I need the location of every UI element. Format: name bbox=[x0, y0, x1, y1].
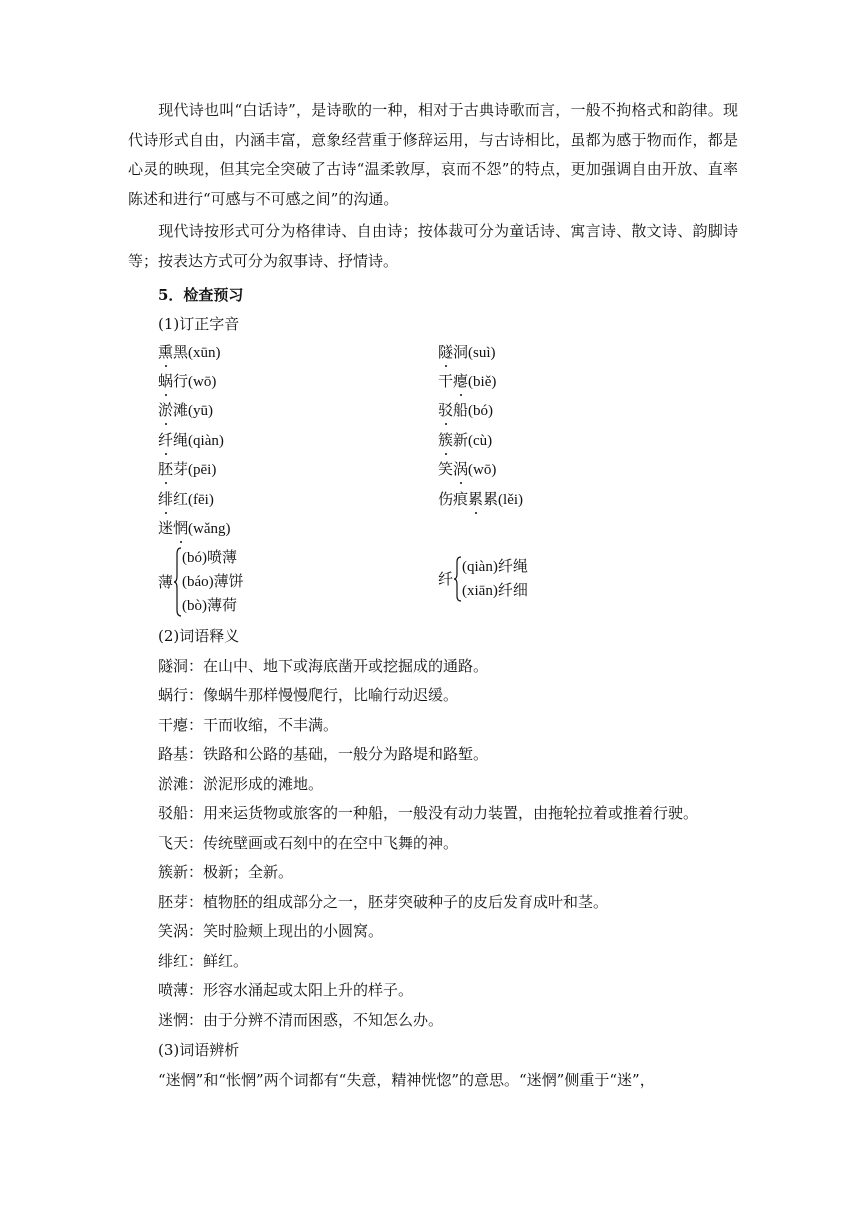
pronunciation-item: 笑涡(wō) bbox=[438, 457, 496, 481]
pronunciation-item: 淤滩(yū) bbox=[158, 398, 213, 422]
section-5-heading: 5．检查预习 bbox=[158, 286, 244, 304]
polyphone-group-bao bbox=[158, 546, 298, 618]
pronunciation-item: 驳船(bó) bbox=[438, 398, 493, 422]
intro-paragraph-2: 现代诗按形式可分为格律诗、自由诗；按体裁可分为童话诗、寓言诗、散文诗、韵脚诗等；按表达方式可分为叙事诗、抒情诗。 bbox=[128, 222, 738, 270]
polyphone-item: (bó)喷薄 bbox=[182, 550, 237, 566]
definition-item: 绯红：鲜红。 bbox=[158, 952, 249, 970]
analysis-paragraph: “迷惘”和“怅惘”两个词都有“失意，精神恍惚”的意思。“迷惘”侧重于“迷”， bbox=[158, 1071, 655, 1089]
pronunciation-item: 干瘪(biě) bbox=[438, 369, 496, 393]
polyphone-item: (xiān)纤细 bbox=[462, 583, 528, 599]
polyphone-group-xian bbox=[438, 555, 578, 603]
subsection-1-heading: (1)订正字音 bbox=[158, 315, 240, 333]
polyphone-char: 纤 bbox=[438, 570, 454, 588]
intro-paragraph-1: 现代诗也叫“白话诗”，是诗歌的一种，相对于古典诗歌而言，一般不拘格式和韵律。现代诗形式自由，内涵丰富，意象经营重于修辞运用，与古诗相比，虽都为感于物而作，都是心灵的映现，但其完全突破了古诗“温柔敦厚，哀而不怨”的特点，更加强调自由开放、直率陈述和进行“可感与不可感之间”的沟通。 bbox=[128, 101, 738, 208]
subsection-2-heading: (2)词语释义 bbox=[158, 627, 240, 645]
definition-item: 驳船：用来运货物或旅客的一种船，一般没有动力装置，由拖轮拉着或推着行驶。 bbox=[158, 804, 699, 822]
definition-item: 飞天：传统壁画或石刻中的在空中飞舞的神。 bbox=[158, 834, 459, 852]
pronunciation-item: 胚芽(pēi) bbox=[158, 457, 216, 481]
definition-item: 隧洞：在山中、地下或海底凿开或挖掘成的通路。 bbox=[158, 657, 489, 675]
pronunciation-item: 熏黑(xūn) bbox=[158, 340, 221, 364]
polyphone-item: (bò)薄荷 bbox=[182, 598, 237, 614]
pronunciation-item: 蜗行(wō) bbox=[158, 369, 216, 393]
polyphone-item: (qiàn)纤绳 bbox=[462, 559, 528, 575]
polyphone-char: 薄 bbox=[158, 573, 174, 591]
polyphone-item: (báo)薄饼 bbox=[182, 574, 244, 590]
subsection-3-heading: (3)词语辨析 bbox=[158, 1041, 240, 1059]
left-brace-icon bbox=[454, 555, 462, 603]
left-brace-icon bbox=[174, 546, 182, 618]
pronunciation-item: 伤痕累累(lěi) bbox=[438, 487, 523, 511]
definition-item: 迷惘：由于分辨不清而困惑，不知怎么办。 bbox=[158, 1011, 444, 1029]
pronunciation-item: 隧洞(suì) bbox=[438, 340, 496, 364]
definition-item: 胚芽：植物胚的组成部分之一，胚芽突破种子的皮后发育成叶和茎。 bbox=[158, 893, 609, 911]
pronunciation-item: 迷惘(wǎng) bbox=[158, 516, 231, 540]
pronunciation-item: 簇新(cù) bbox=[438, 428, 492, 452]
pronunciation-item: 绯红(fēi) bbox=[158, 487, 214, 511]
definition-item: 喷薄：形容水涌起或太阳上升的样子。 bbox=[158, 981, 414, 999]
definition-item: 簇新：极新；全新。 bbox=[158, 863, 294, 881]
definition-item: 笑涡：笑时脸颊上现出的小圆窝。 bbox=[158, 922, 384, 940]
definition-item: 蜗行：像蜗牛那样慢慢爬行，比喻行动迟缓。 bbox=[158, 686, 459, 704]
definition-item: 淤滩：淤泥形成的滩地。 bbox=[158, 775, 324, 793]
pronunciation-item: 纤绳(qiàn) bbox=[158, 428, 224, 452]
definition-item: 路基：铁路和公路的基础，一般分为路堤和路堑。 bbox=[158, 745, 489, 763]
definition-item: 干瘪：干而收缩，不丰满。 bbox=[158, 716, 339, 734]
